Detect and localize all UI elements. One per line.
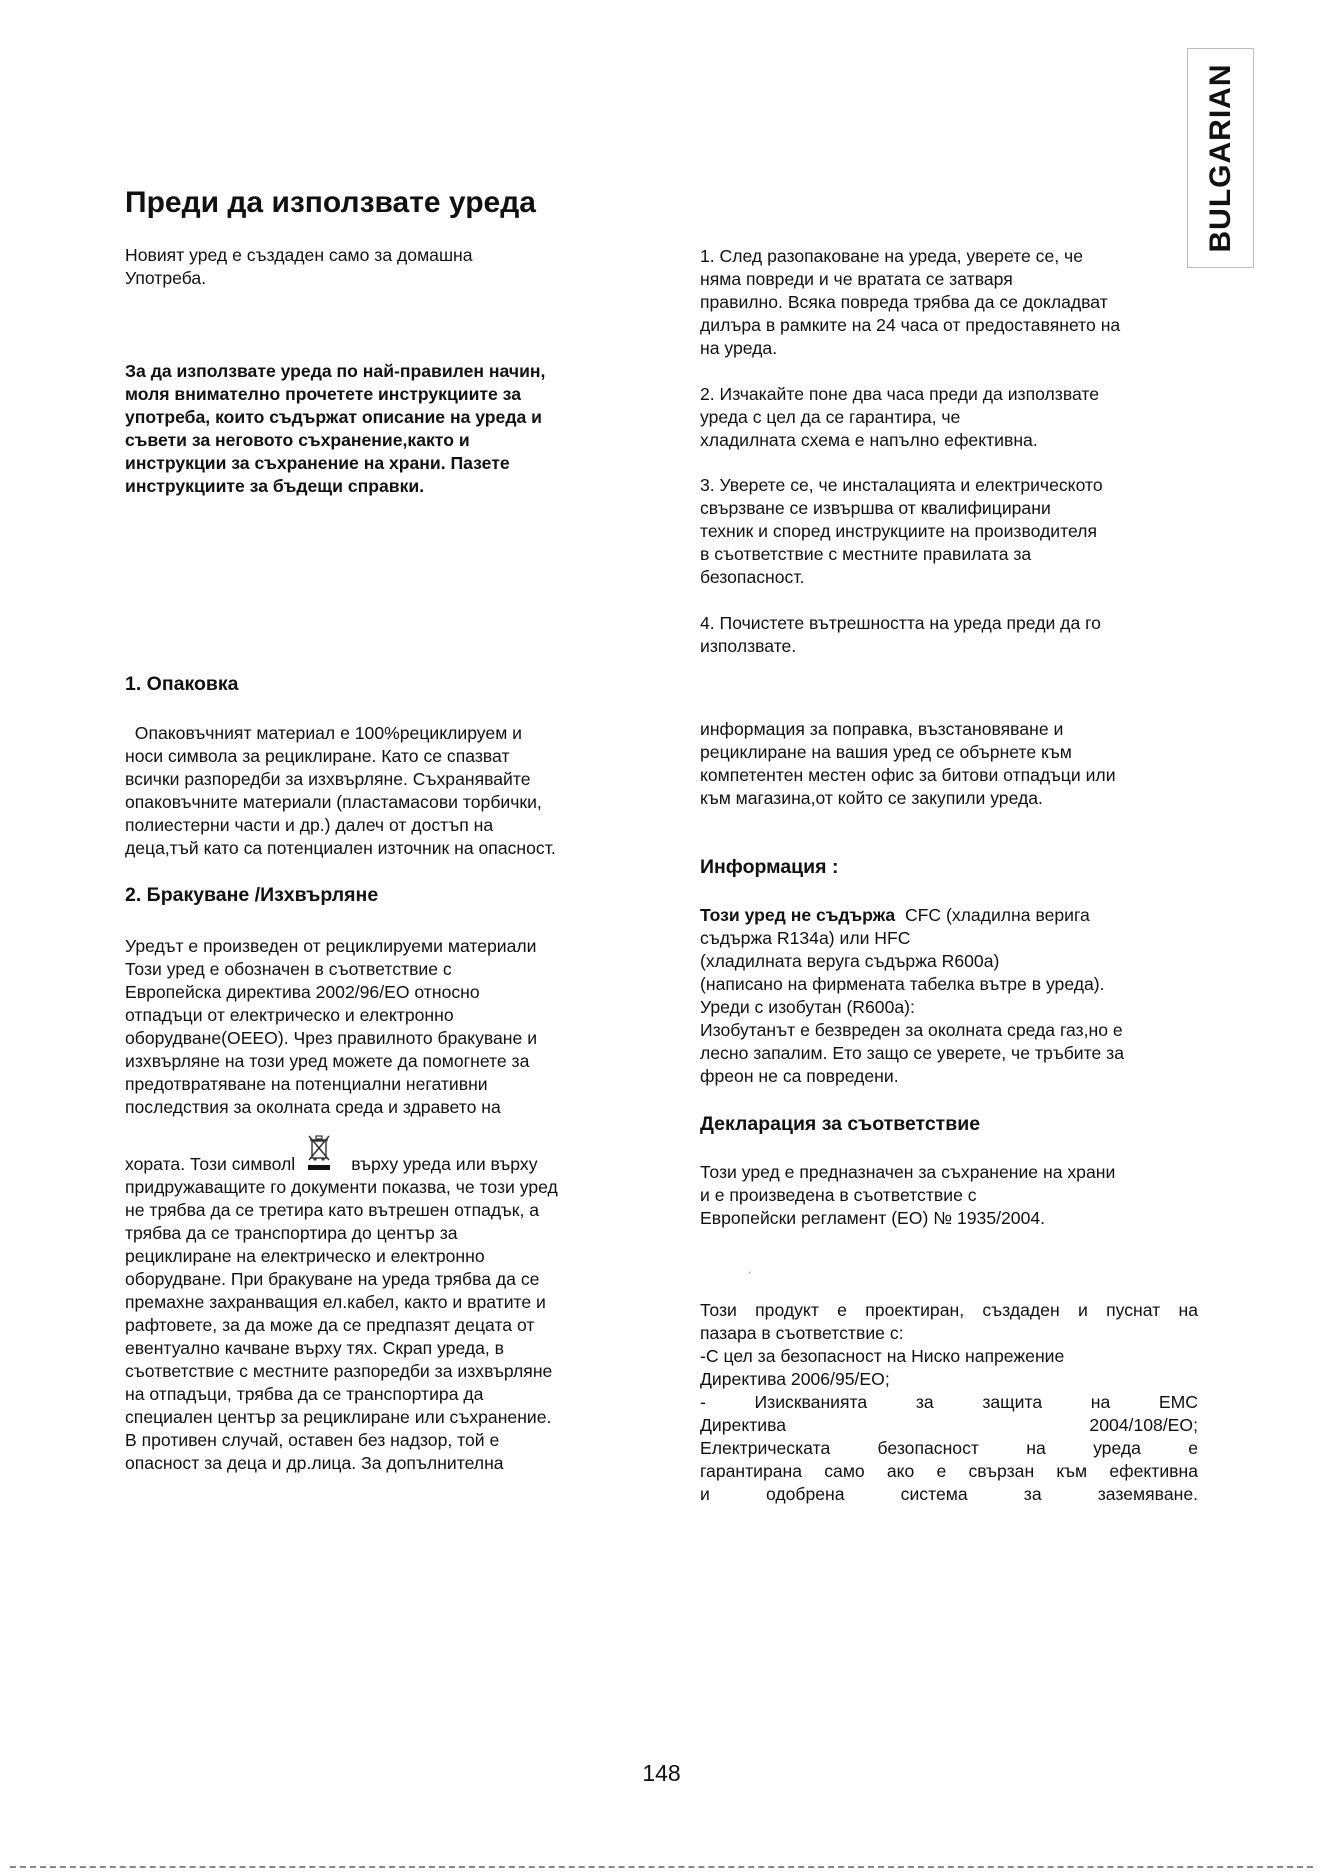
disposal-line: съответствие с местните разпоредби за изхвърляне — [125, 1361, 553, 1381]
language-tab — [1187, 48, 1254, 268]
disposal-line: евентуално качване върху тях. Скрап уреда, в — [125, 1338, 505, 1358]
item-1 — [700, 245, 1198, 360]
disposal-line: Този уред е обозначен в съответствие с — [125, 959, 452, 979]
stray-dot: . — [748, 1262, 752, 1276]
product-line: и одобрена система за заземяване. — [700, 1484, 1198, 1504]
page-title: Преди да използвате уреда — [125, 186, 536, 219]
item-3 — [700, 474, 1198, 589]
item-line: 3. Уверете се, че инсталацията и електрическото — [700, 475, 1103, 495]
item-line: хладилната схема е напълно ефективна. — [700, 430, 1038, 450]
disposal-line: не трябва да се третира като вътрешен отпадък, а — [125, 1200, 540, 1220]
item-line: 1. След разопаковане на уреда, уверете се, че — [700, 246, 1083, 266]
declaration-line: Европейски регламент (ЕО) № 1935/2004. — [700, 1208, 1046, 1228]
intro-bold-line: съвети за неговото съхранение,както и — [125, 430, 470, 450]
information-rest: CFC (хладилна верига — [895, 905, 1090, 925]
disposal-line: опасност за деца и др.лица. За допълнителна — [125, 1453, 504, 1473]
disposal-line: отпадъци от електрическо и електронно — [125, 1005, 454, 1025]
disposal-line-end: върху уреда или върху — [351, 1154, 538, 1174]
section-heading-disposal: 2. Бракуване /Изхвърляне — [125, 884, 379, 906]
intro-bold-line: употреба, които съдържат описание на уреда и — [125, 407, 542, 427]
information-line: лесно запалим. Ето защо се уверете, че тръбите за — [700, 1043, 1125, 1063]
intro-bold-line: моля внимателно прочетете инструкциите за — [125, 384, 521, 404]
disposal-line: В противен случай, оставен без надзор, той е — [125, 1430, 500, 1450]
item-line: в съответствие с местните правилата за — [700, 544, 1032, 564]
packaging-line: деца,тъй като са потенциален източник на опасност. — [125, 838, 556, 858]
information-bold-phrase: Този уред не съдържа — [700, 905, 896, 925]
item-4 — [700, 612, 1198, 658]
bottom-divider — [10, 1866, 1313, 1868]
declaration-line: Този уред е предназначен за съхранение на храни — [700, 1162, 1116, 1182]
packaging-line: всички разпоредби за изхвърляне. Съхранявайте — [125, 769, 531, 789]
packaging-line: Опаковъчният материал е 100%рециклируем и — [125, 723, 523, 743]
information-line: съдържа R134a) или HFC — [700, 928, 911, 948]
packaging-line: носи символа за рециклиране. Като се спазват — [125, 746, 510, 766]
disposal-line: оборудване. При бракуване на уреда трябва да се — [125, 1269, 540, 1289]
continuation-line: компетентен местен офис за битови отпадъци или — [700, 765, 1116, 785]
packaging-text — [125, 722, 625, 860]
disposal-line: изхвърляне на този уред можете да помогнете за — [125, 1051, 530, 1071]
disposal-line: Уредът е произведен от рециклируеми материали — [125, 936, 537, 956]
information-line: (написано на фирмената табелка вътре в уреда). — [700, 974, 1105, 994]
disposal-symbol-line — [125, 1132, 625, 1176]
information-line: фреон не са повредени. — [700, 1066, 899, 1086]
item-2 — [700, 383, 1198, 452]
item-line: безопасност. — [700, 567, 805, 587]
page-number: 148 — [642, 1760, 681, 1786]
disposal-line-start: хората. Този символl — [125, 1154, 296, 1174]
packaging-line: опаковъчните материали (пластамасови торбички, — [125, 792, 542, 812]
item-line: уреда с цел да се гарантира, че — [700, 407, 961, 427]
disposal-line: рафтовете, за да може да се предпазят децата от — [125, 1315, 535, 1335]
information-first-line — [700, 904, 1198, 927]
product-line: гарантирана само ако е свързан към ефективна — [700, 1461, 1198, 1481]
item-line: техник и според инструкциите на производителя — [700, 521, 1097, 541]
information-text — [700, 904, 1198, 1088]
item-line: няма повреди и че вратата се затваря — [700, 269, 1013, 289]
disposal-line: рециклиране на електрическо и електронно — [125, 1246, 485, 1266]
disposal-line: последствия за околната среда и здравето на — [125, 1097, 501, 1117]
section-heading-declaration: Декларация за съответствие — [700, 1113, 981, 1135]
product-line: -С цел за безопасност на Ниско напрежение — [700, 1346, 1065, 1366]
item-line: дилъра в рамките на 24 часа от предоставянето на — [700, 315, 1121, 335]
disposal-line: оборудване(ОЕЕО). Чрез правилното бракуване и — [125, 1028, 538, 1048]
intro-bold-text — [125, 360, 625, 498]
disposal-line: на отпадъци, трябва да се транспортира да — [125, 1384, 484, 1404]
item-line: 2. Изчакайте поне два часа преди да използвате — [700, 384, 1100, 404]
product-line: Директива 2006/95/ЕО; — [700, 1369, 890, 1389]
continuation-line: към магазина,от който се закупили уреда. — [700, 788, 1043, 808]
information-line: Изобутанът е безвреден за околната среда газ,но е — [700, 1020, 1123, 1040]
product-line: пазара в съответствие с: — [700, 1323, 904, 1343]
product-line: Този продукт е проектиран, създаден и пуснат на — [700, 1300, 1198, 1320]
continuation-line: рециклиране на вашия уред се обърнете към — [700, 742, 1072, 762]
intro-line: Новият уред е създаден само за домашна — [125, 245, 473, 265]
product-compliance-text — [700, 1299, 1198, 1506]
intro-bold-line: инструкции за съхранение на храни. Пазете — [125, 453, 510, 473]
declaration-line: и е произведена в съответствие с — [700, 1185, 977, 1205]
language-label: BULGARIAN — [1203, 63, 1237, 253]
disposal-text — [125, 935, 625, 1475]
declaration-text — [700, 1161, 1198, 1230]
disposal-continuation — [700, 718, 1198, 810]
packaging-line: полиестерни части и др.) далеч от достъп на — [125, 815, 494, 835]
disposal-line: премахне захранващия ел.кабел, както и вратите и — [125, 1292, 546, 1312]
information-line: Уреди с изобутан (R600a): — [700, 997, 915, 1017]
disposal-line: Европейска директива 2002/96/ЕО относно — [125, 982, 480, 1002]
item-line: използвате. — [700, 636, 797, 656]
intro-line: Употреба. — [125, 268, 207, 288]
disposal-line: придружаващите го документи показва, че този уред — [125, 1177, 558, 1197]
section-heading-packaging: 1. Опаковка — [125, 673, 239, 695]
disposal-line: трябва да се транспортира до център за — [125, 1223, 458, 1243]
product-line: - Изискванията за защита на ЕМС — [700, 1392, 1198, 1412]
intro-bold-line: За да използвате уреда по най-правилен начин, — [125, 361, 546, 381]
item-line: правилно. Всяка повреда трябва да се докладват — [700, 292, 1108, 312]
product-line: Електрическата безопасност на уреда е — [700, 1438, 1198, 1458]
crossed-bin-icon — [305, 1132, 333, 1172]
product-line: Директива 2004/108/ЕО; — [700, 1415, 1198, 1435]
item-line: свързване се извършва от квалифицирани — [700, 498, 1051, 518]
intro-text — [125, 244, 625, 290]
continuation-line: информация за поправка, възстановяване и — [700, 719, 1064, 739]
section-heading-information: Информация : — [700, 856, 839, 878]
information-line: (хладилната веруга съдържа R600a) — [700, 951, 1000, 971]
disposal-line: специален център за рециклиране или съхранение. — [125, 1407, 552, 1427]
item-line: на уреда. — [700, 338, 778, 358]
item-line: 4. Почистете вътрешността на уреда преди да го — [700, 613, 1101, 633]
disposal-line: предотвратяване на потенциални негативни — [125, 1074, 488, 1094]
intro-bold-line: инструкциите за бъдещи справки. — [125, 476, 425, 496]
